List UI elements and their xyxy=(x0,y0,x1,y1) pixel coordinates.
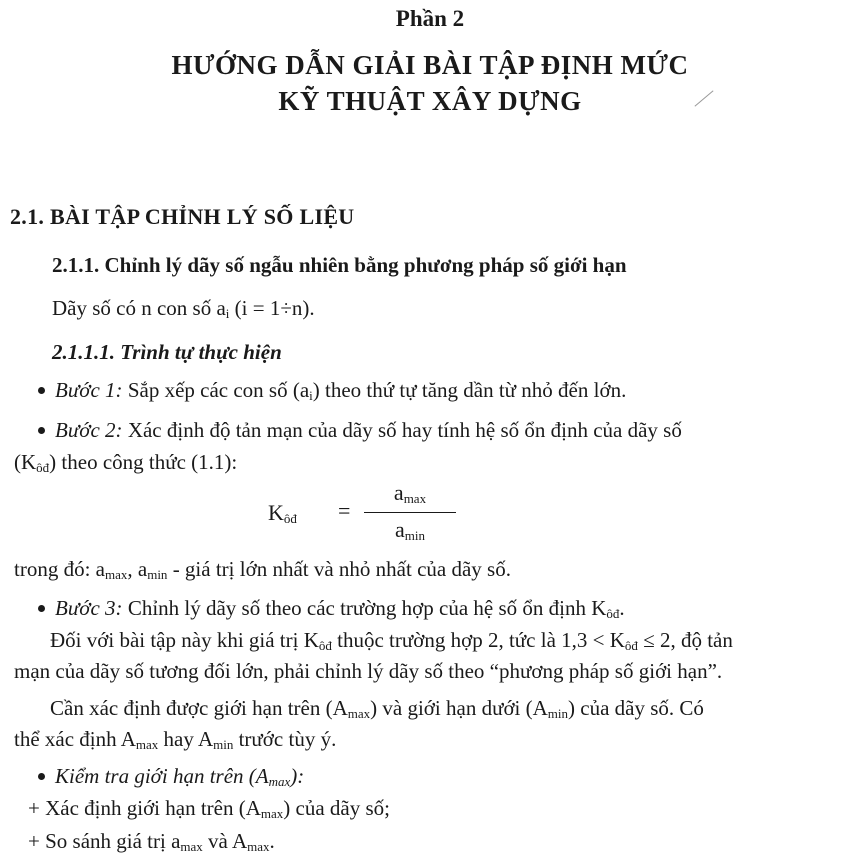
where-clause: trong đó: $a_{max}$, $a_{min}$ - giá trị lớn nhất và nhỏ nhất của dãy số. xyxy=(14,557,511,582)
formula-lhs: $K_{ôđ}$ xyxy=(268,500,297,526)
title-line-2: KỸ THUẬT XÂY DỰNG xyxy=(278,86,582,116)
intro-line: Dãy số có n con số $a_i$ (i = 1÷n). xyxy=(52,296,315,321)
fraction-bar xyxy=(364,512,456,513)
plus-item-2: + So sánh giá trị $a_{max}$ và $A_{max}$. xyxy=(28,829,275,854)
part-heading: Phần 2 xyxy=(395,6,465,31)
step-2: Bước 2: Xác định độ tản mạn của dãy số hay tính hệ số ổn định của dãy số xyxy=(38,418,682,443)
bullet-icon xyxy=(38,773,45,780)
section-heading-2-1-1: 2.1.1. Chỉnh lý dãy số ngẫu nhiên bằng phương pháp số giới hạn xyxy=(52,253,627,277)
formula-fraction xyxy=(364,480,456,543)
step-3: Bước 3: Chỉnh lý dãy số theo các trường hợp của hệ số ổn định $K_{ôđ}$. xyxy=(38,596,625,621)
check-upper-limit: Kiểm tra giới hạn trên $(A_{max})$: xyxy=(38,764,304,789)
plus-item-1: + Xác định giới hạn trên $(A_{max})$ của dãy số; xyxy=(28,796,390,821)
paragraph-1-line-1: Đối với bài tập này khi giá trị $K_{ôđ}$ thuộc trường hợp 2, tức là $1,3 < K_{ôđ} \le 2$, độ tản xyxy=(50,628,733,653)
step-1: Bước 1: Sắp xếp các con số $(a_i)$ theo thứ tự tăng dần từ nhỏ đến lớn. xyxy=(38,378,626,403)
bullet-icon xyxy=(38,605,45,612)
formula-equals: = xyxy=(338,498,351,523)
formula-denominator: $a_{min}$ xyxy=(395,517,425,543)
section-heading-2-1-1-1: 2.1.1.1. Trình tự thực hiện xyxy=(52,340,282,364)
paragraph-2-line-2: thể xác định $A_{max}$ hay $A_{min}$ trước tùy ý. xyxy=(14,727,337,752)
paragraph-2-line-1: Cần xác định được giới hạn trên $(A_{max})$ và giới hạn dưới $(A_{min})$ của dãy số. Có xyxy=(50,696,704,721)
section-heading-2-1: 2.1. BÀI TẬP CHỈNH LÝ SỐ LIỆU xyxy=(10,204,355,229)
paragraph-1-line-2: mạn của dãy số tương đối lớn, phải chỉnh lý dãy số theo “phương pháp số giới hạn”. xyxy=(14,659,723,683)
step-2-continued: $(K_{ôđ})$ theo công thức (1.1): xyxy=(14,450,238,475)
bullet-icon xyxy=(38,387,45,394)
title-line-1: HƯỚNG DẪN GIẢI BÀI TẬP ĐỊNH MỨC xyxy=(171,50,689,80)
formula-numerator: $a_{max}$ xyxy=(393,480,427,506)
bullet-icon xyxy=(38,427,45,434)
